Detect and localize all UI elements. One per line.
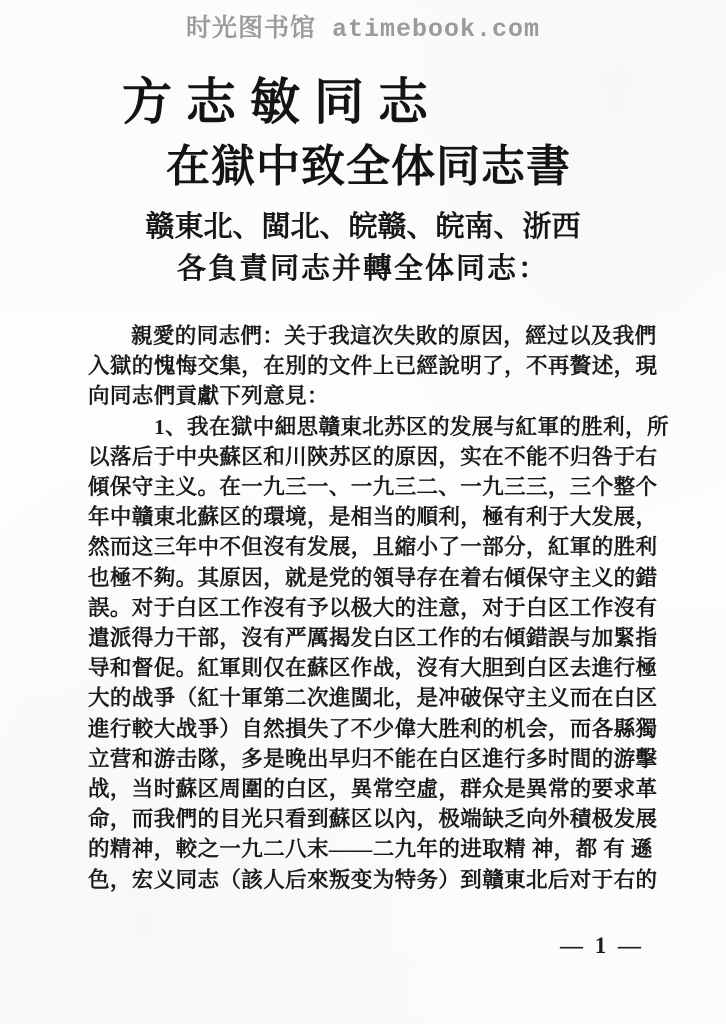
body-line: 以落后于中央蘇区和川陝苏区的原因，实在不能不归咎于右 xyxy=(88,444,658,469)
document-title-line-2: 在獄中致全体同志書 xyxy=(166,142,571,191)
body-line: 导和督促。紅軍則仅在蘇区作战，沒有大胆到白区去進行極 xyxy=(88,656,658,681)
body-line: 战，当时蘇区周圍的白区，異常空虛，群众是異常的要求革 xyxy=(88,777,658,802)
body-line: 的精神，較之一九二八末——二九年的进取精 神，都 有 遜 xyxy=(88,837,653,862)
body-line: 年中贛東北蘇区的環境，是相当的順利，極有利于大发展， xyxy=(88,505,658,530)
body-line: 入獄的愧悔交集，在別的文件上已經說明了，不再贅述，現 xyxy=(88,354,658,379)
salutation-regions: 赣東北、閩北、皖赣、皖南、浙西 xyxy=(145,211,581,243)
body-line: 也極不夠。其原因，就是党的領导存在着右傾保守主义的錯 xyxy=(88,565,658,590)
body-line: 傾保守主义。在一九三一、一九三二、一九三三，三个整个 xyxy=(88,475,658,500)
body-line: 誤。对于白区工作沒有予以极大的注意，对于白区工作沒有 xyxy=(88,595,658,620)
body-line: 色，宏义同志（該人后來叛变为特务）到贛東北后对于右的 xyxy=(88,867,658,892)
salutation-addressees: 各負責同志并轉全体同志： xyxy=(176,253,549,285)
body-line: 立营和游击隊，多是晚出早归不能在白区進行多时間的游擊 xyxy=(88,746,658,771)
body-line: 進行較大战爭）自然損失了不少偉大胜利的机会，而各縣獨 xyxy=(88,716,658,741)
body-line: 親愛的同志們：关于我這次失敗的原因，經过以及我們 xyxy=(131,324,657,348)
body-line: 然而这三年中不但沒有发展，且縮小了一部分，紅軍的胜利 xyxy=(88,535,658,560)
body-line: 向同志們貢獻下列意見： xyxy=(88,384,329,409)
letter-body xyxy=(88,321,669,895)
body-line: 1、我在獄中細思贛東北苏区的发展与紅軍的胜利，所 xyxy=(154,414,669,439)
library-watermark: 时光图书馆 atimebook.com xyxy=(185,15,541,44)
body-line: 遣派得力干部，沒有严厲揭发白区工作的右傾錯誤与加緊指 xyxy=(88,626,658,651)
document-title-line-1: 方志敏同志 xyxy=(122,74,442,130)
body-line: 命，而我們的目光只看到蘇区以內，极端缺乏向外積极发展 xyxy=(88,807,658,832)
page-number: — 1 — xyxy=(560,933,644,958)
body-line: 大的战爭（紅十軍第二次進閩北，是冲破保守主义而在白区 xyxy=(88,686,658,711)
